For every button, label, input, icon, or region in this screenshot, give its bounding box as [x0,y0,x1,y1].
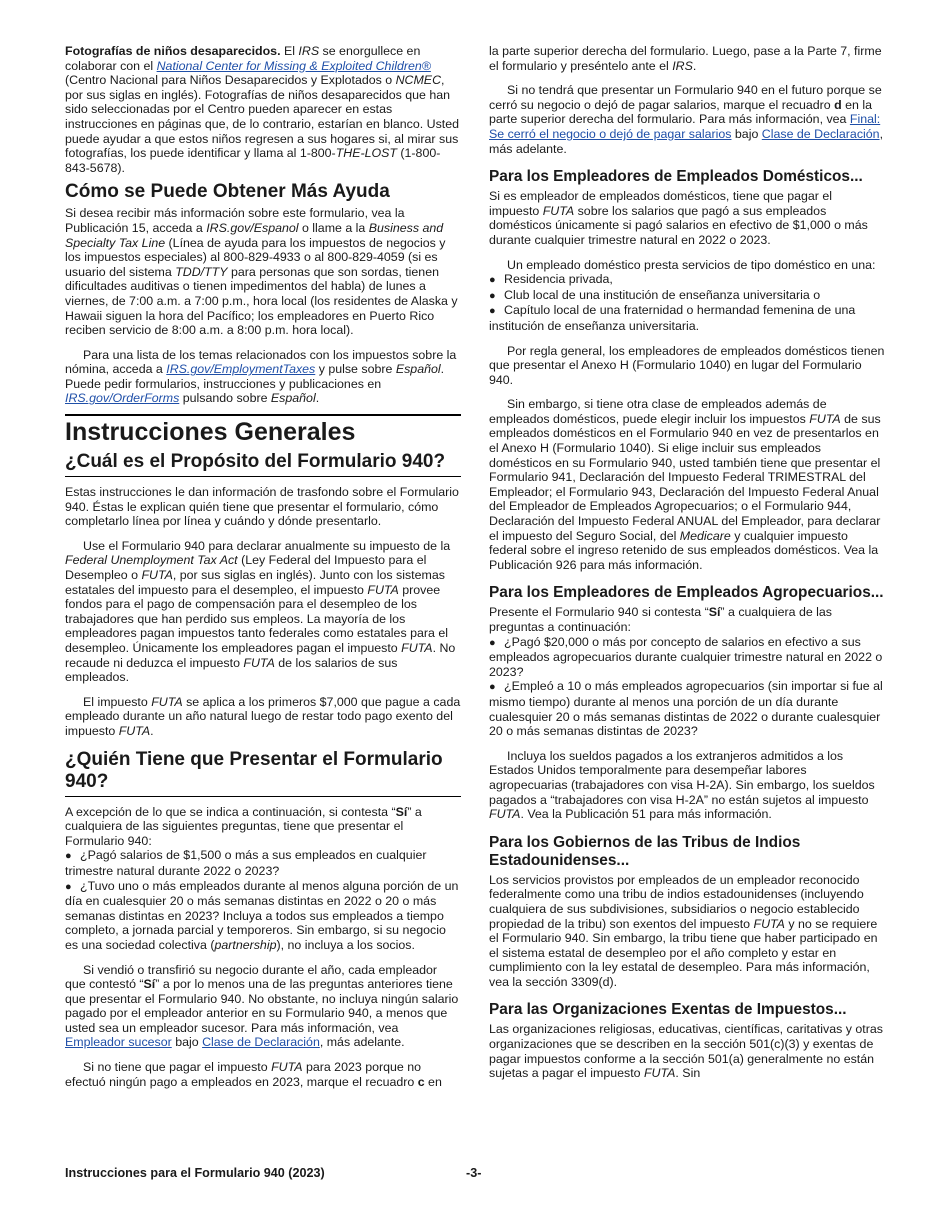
missing-children-notice: Fotografías de niños desaparecidos. El IRS se enorgullece en colaborar con el National Center for Missing & Exploited Children® (Centro Nacional para Niños Desaparecidos y Explotados o NCMEC, por sus siglas en inglés). Fotografías de niños desaparecidos que han sido seleccionadas por el Centro pueden aparecer en estas instrucciones en páginas que, de lo contrario, estarían en blanco. Usted puede ayudar a que estos niños regresen a sus hogares si, al mirar sus fotografías, los puede identificar y llama al 1-800-THE-LOST (1-800-843-5678). [65,44,459,175]
household-bullet-list [489,272,885,333]
household-paragraph-2: Un empleado doméstico presta servicios de tipo doméstico en una: [507,257,876,272]
employment-taxes-link[interactable]: IRS.gov/EmploymentTaxes [166,362,316,377]
agricultural-heading: Para los Empleadores de Empleados Agropecuarios... [489,584,884,602]
ncmec-link[interactable]: National Center for Missing & Exploited Children® [156,58,431,73]
successor-employer-link[interactable]: Empleador sucesor [65,1035,172,1050]
household-heading: Para los Empleadores de Empleados Domésticos... [489,168,863,186]
household-paragraph-1: Si es empleador de empleados domésticos, tiene que pagar el impuesto FUTA sobre los salarios que pagó a sus empleados domésticos únicamente si pagó salarios en efectivo de $1,000 o más durante cualquier trimestre natural en 2022 o 2023. [489,189,868,247]
final-return-paragraph: Si no tendrá que presentar un Formulario 940 en el futuro porque se cerró su negocio o dejó de pagar salarios, marque el recuadro d en la parte superior derecha del formulario. Para más información, vea Final: Se cerró el negocio o dejó de pagar salarios bajo Clase de Declaración, más adelante. [489,83,884,156]
who-must-file-heading: ¿Quién Tiene que Presentar el Formulario 940? [65,749,461,797]
list-item: ● Club local de una institución de enseñanza universitaria o [489,287,821,302]
bullet-icon: ● [489,681,496,694]
right-column [489,44,885,1081]
type-of-return-link[interactable]: Clase de Declaración [202,1035,320,1050]
bullet-icon: ● [489,274,496,287]
help-paragraph-1: Si desea recibir más información sobre este formulario, vea la Publicación 15, acceda a IRS.gov/Espanol o llame a la Business and Specialty Tax Line (Línea de ayuda para los impuestos de negocios y los impuestos especiales) al 800-829-4933 o al 800-829-4059 (si es usuario del sistema TDD/TTY para personas que son sordas, tienen dificultades auditivas o tienen impedimentos del habla) de lunes a viernes, de 7:00 a.m. a 7:00 p.m., hora local (los residentes de Alaska y Hawaii siguen la hora del Pacífico; los empleadores en Puerto Rico reciben servicio de 8:00 a.m. a 8:00 p.m. hora local). [65,206,458,338]
list-item: ● ¿Empleó a 10 o más empleados agropecuarios (sin importar si fue al mismo tiempo) durante al menos una porción de un día durante cualesquier 20 o más semanas distintas de 2022 o durante cualesquier 20 o más semanas distintas de 2023? [489,679,883,739]
purpose-heading: ¿Cuál es el Propósito del Formulario 940? [65,451,461,477]
list-item: ● Residencia privada, [489,272,613,287]
order-forms-link[interactable]: IRS.gov/OrderForms [65,391,180,406]
list-item: ● ¿Tuvo uno o más empleados durante al menos alguna porción de un día en cualesquier 20 o más semanas distintas en 2022 o 20 o más semanas distintas en 2023? Incluya a todos sus empleados a tiempo completo, a jornada parcial y temporeros. Sin embargo, si su negocio es una sociedad colectiva (partnership), no incluya a los socios. [65,878,459,952]
who-paragraph-2: Si vendió o transfirió su negocio durante el año, cada empleador que contestó “Sí” a por lo menos una de las preguntas anteriores tiene que presentar el Formulario 940. No obstante, no incluya ningún salario pagado por el empleador anterior en su Formulario 940, a menos que usted sea un empleador sucesor. Para más información, vea Empleador sucesor bajo Clase de Declaración, más adelante. [65,962,459,1050]
list-item: ● Capítulo local de una fraternidad o hermandad femenina de una institución de enseñanza universitaria. [489,303,856,333]
page-number: -3- [466,1166,482,1180]
agricultural-paragraph-2: Incluya los sueldos pagados a los extranjeros admitidos a los Estados Unidos temporalmente para desempeñar labores agropecuarias (trabajadores con visa H-2A). Sin embargo, los sueldos pagados a “trabajadores con visa H-2A” no están sujetos al impuesto FUTA. Vea la Publicación 51 para más información. [489,748,875,822]
list-item: ● ¿Pagó $20,000 o más por concepto de salarios en efectivo a sus empleados agropecuarios durante cualquier trimestre natural en 2022 o 2023? [489,634,883,679]
help-heading: Cómo se Puede Obtener Más Ayuda [65,181,390,203]
list-item: ● ¿Pagó salarios de $1,500 o más a sus empleados en cualquier trimestre natural durante 2022 o 2023? [65,848,427,878]
bullet-icon: ● [489,289,496,302]
bullet-icon: ● [65,850,72,863]
purpose-paragraph-2: Use el Formulario 940 para declarar anualmente su impuesto de la Federal Unemployment Tax Act (Ley Federal del Impuesto para el Desempleo o FUTA, por sus siglas en inglés). Junto con los sistemas estatales del impuesto para el desempleo, el impuesto FUTA provee fondos para el pago de compensación para el desempleo de los trabajadores que han perdido sus empleos. La mayoría de los empleadores pagan impuestos tanto federales como estatales para el desempleo. Únicamente los empleadores pagan el impuesto FUTA. No recaude ni deduzca el impuesto FUTA de los salarios de sus empleados. [65,538,456,685]
who-paragraph-3: Si no tiene que pagar el impuesto FUTA para 2023 porque no efectuó ningún pago a empleados en 2023, marque el recuadro c en [65,1060,442,1089]
footer-title: Instrucciones para el Formulario 940 (2023) [65,1166,325,1180]
bullet-icon: ● [65,880,72,893]
continued-paragraph: la parte superior derecha del formulario. Luego, pase a la Parte 7, firme el formulario y preséntelo ante el IRS. [489,44,882,73]
exempt-org-heading: Para las Organizaciones Exentas de Impuestos... [489,1001,847,1019]
left-column [65,44,461,1089]
tribal-heading: Para los Gobiernos de las Tribus de Indios Estadounidenses... [489,833,801,869]
agricultural-bullet-list [489,635,885,739]
purpose-paragraph-3: El impuesto FUTA se aplica a los primeros $7,000 que pague a cada empleado durante un año natural luego de restar todo pago exento del impuesto FUTA. [65,694,461,738]
final-closed-link[interactable]: Final: Se cerró el negocio o dejó de pagar salarios [489,112,881,141]
bullet-icon: ● [489,636,496,649]
help-paragraph-2: Para una lista de los temas relacionados con los impuestos sobre la nómina, acceda a IRS.gov/EmploymentTaxes y pulse sobre Español. Puede pedir formularios, instrucciones y publicaciones en IRS.gov/OrderForms pulsando sobre Español. [65,347,457,406]
household-paragraph-4: Sin embargo, si tiene otra clase de empleados además de empleados domésticos, puede elegir incluir los impuestos FUTA de sus empleados domésticos en el Formulario 940 en vez de presentarlos en el Anexo H (Formulario 1040). Si elige incluir sus empleados domésticos en su Formulario 940, usted también tiene que presentar el Formulario 941, Declaración del Impuesto Federal TRIMESTRAL del Empleador; el Formulario 943, Declaración del Impuesto Federal Anual del Empleador de Empleados Agropecuarios; o el Formulario 944, Declaración del Impuesto Federal ANUAL del Empleador, para declarar el impuesto del Seguro Social, del Medicare y cualquier impuesto federal sobre el ingreso retenido de sus empleados domésticos. Vea la Publicación 926 para más información. [489,397,881,572]
bullet-icon: ● [489,305,496,318]
household-paragraph-3: Por regla general, los empleadores de empleados domésticos tienen que presentar el Anexo H (Formulario 1040) en lugar del Formulario 940. [489,343,885,387]
exempt-org-paragraph: Las organizaciones religiosas, educativas, científicas, caritativas y otras organizaciones que se describen en la sección 501(c)(3) y exentas de pagar impuestos conforme a la sección 501(a) generalmente no están sujetas a pagar el impuesto FUTA. Sin [489,1022,883,1081]
general-instructions-heading: Instrucciones Generales [65,418,356,447]
who-intro: A excepción de lo que se indica a continuación, si contesta “Sí” a cualquiera de las siguientes preguntas, tiene que presentar el Formulario 940: [65,804,422,848]
type-of-return-link-2[interactable]: Clase de Declaración [761,126,880,141]
who-bullet-list [65,848,461,952]
purpose-paragraph-1: Estas instrucciones le dan información de trasfondo sobre el Formulario 940. Éstas le explican quién tiene que presentar el formulario, cómo completarlo línea por línea y cuándo y dónde presentarlo. [65,485,459,529]
agricultural-paragraph-1: Presente el Formulario 940 si contesta “Sí” a cualquiera de las preguntas a continuación: [489,605,833,634]
tribal-paragraph: Los servicios provistos por empleados de un empleador reconocido federalmente como una tribu de indios estadounidenses (incluyendo cualquiera de sus subdivisiones, subsidiarios o negocio establecido propiedad de la tribu) son exentos del impuesto FUTA y no se requiere el Formulario 940. Sin embargo, la tribu tiene que haber participado en el sistema estatal de desempleo por el año completo y estar en cumplimiento con la ley estatal de desempleo. Para más información, vea la sección 3309(d). [489,872,878,989]
